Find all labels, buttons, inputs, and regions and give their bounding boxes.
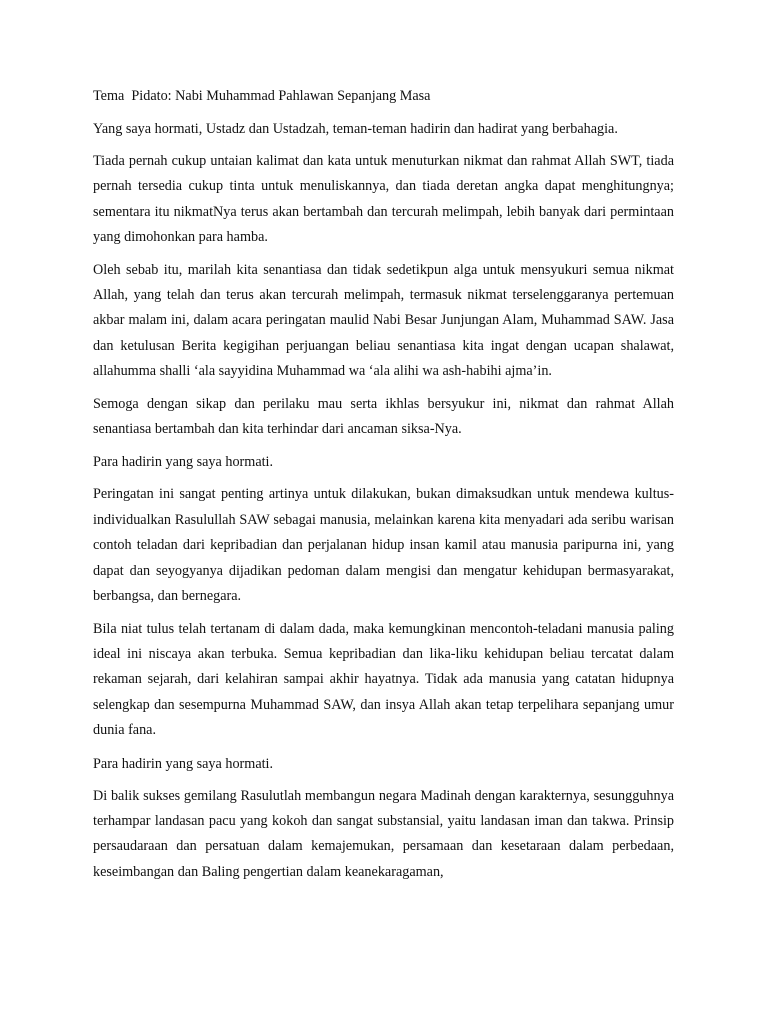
document-page: [93, 83, 674, 892]
paragraph: Semoga dengan sikap dan perilaku mau serta ikhlas bersyukur ini, nikmat dan rahmat Allah senantiasa bertambah dan kita terhindar dari ancaman siksa-Nya.: [93, 395, 674, 438]
greeting-line: Para hadirin yang saya hormati.: [93, 755, 274, 772]
paragraph: Bila niat tulus telah tertanam di dalam dada, maka kemungkinan mencontoh-teladani manusia paling ideal ini niscaya akan terbuka. Semua kepribadian dan lika-liku kehidupan beliau tercatat dalam rekaman sejarah, dari kelahiran sampai akhir hayatnya. Tidak ada manusia yang catatan hidupnya selengkap dan sesempurna Muhammad SAW, dan insya Allah akan tetap terpelihara sepanjang umur dunia fana.: [93, 620, 674, 739]
greeting-line: Para hadirin yang saya hormati.: [93, 454, 274, 471]
paragraph: Peringatan ini sangat penting artinya untuk dilakukan, bukan dimaksudkan untuk mendewa kultus-individualkan Rasulullah SAW sebagai manusia, melainkan karena kita menyadari ada seribu warisan contoh teladan dari kepribadian dan perjalanan hidup insan kamil atau manusia paripurna ini, yang dapat dan seyogyanya dijadikan pedoman dalam mengisi dan mengatur kehidupan bermasyarakat, berbangsa, dan bernegara.: [93, 486, 674, 605]
paragraph: Oleh sebab itu, marilah kita senantiasa dan tidak sedetikpun alga untuk mensyukuri semua nikmat Allah, yang telah dan terus akan tercurah melimpah, termasuk nikmat terselenggaranya pertemuan akbar malam ini, dalam acara peringatan maulid Nabi Besar Junjungan Alam, Muhammad SAW. Jasa dan ketulusan Berita kegigihan perjuangan beliau senantiasa kita ingat dengan ucapan shalawat, allahumma shalli ‘ala sayyidina Muhammad wa ‘ala alihi wa ash-habihi ajma’in.: [93, 261, 674, 380]
paragraph: Di balik sukses gemilang Rasulutlah membangun negara Madinah dengan karakternya, sesungguhnya terhampar landasan pacu yang kokoh dan sangat substansial, yaitu landasan iman dan takwa. Prinsip persaudaraan dan persatuan dalam kemajemukan, persamaan dan kesetaraan dalam perbedaan, keseimbangan dan Baling pengertian dalam keanekaragaman,: [93, 787, 674, 880]
opening-greeting: Yang saya hormati, Ustadz dan Ustadzah, teman-teman hadirin dan hadirat yang berbahagia.: [93, 121, 618, 137]
paragraph: Tiada pernah cukup untaian kalimat dan kata untuk menuturkan nikmat dan rahmat Allah SWT, tiada pernah tersedia cukup tinta untuk menuliskannya, dan tiada deretan angka dapat menghitungnya; sementara itu nikmatNya terus akan bertambah dan tercurah melimpah, lebih banyak dari permintaan yang dimohonkan para hamba.: [93, 153, 674, 246]
speech-title: Tema Pidato: Nabi Muhammad Pahlawan Sepanjang Masa: [93, 88, 431, 104]
